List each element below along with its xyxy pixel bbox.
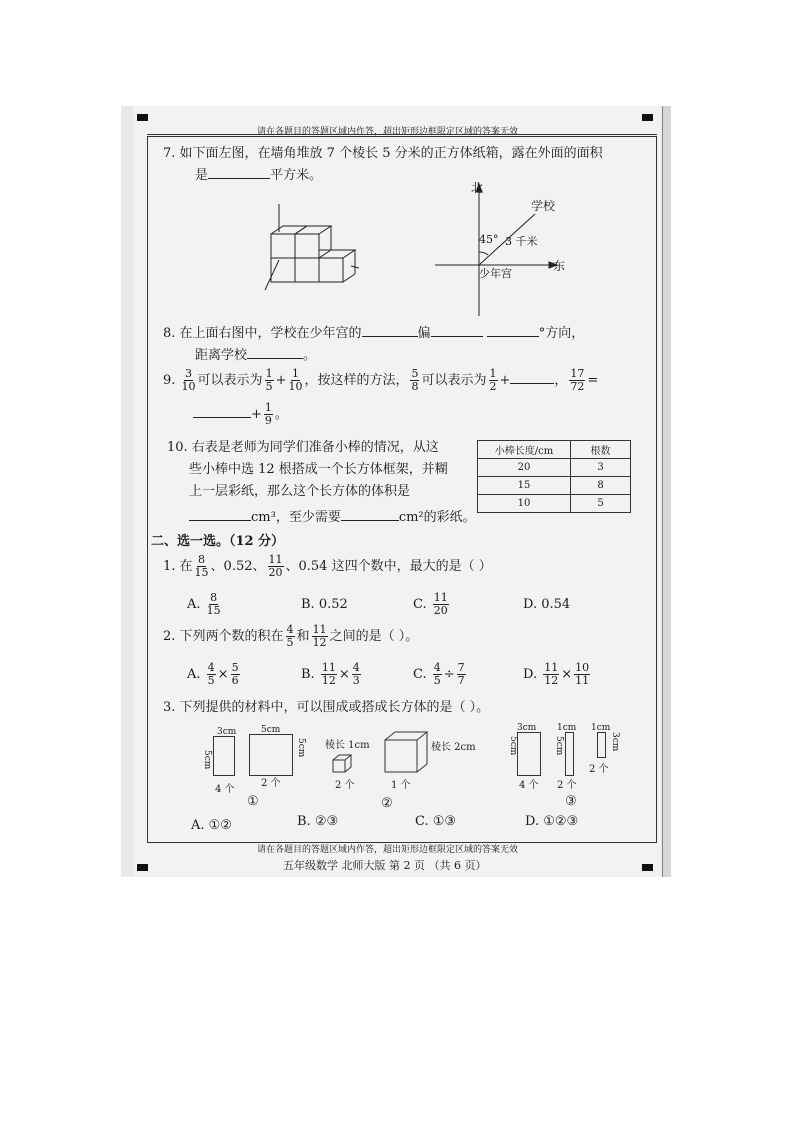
table-row [478, 459, 631, 477]
compass-distance-label: 3 千米 [505, 235, 538, 248]
answer-blank[interactable] [431, 324, 483, 337]
question-7-line2: 是 平方米。 [195, 168, 323, 183]
table-header: 小棒长度/cm [478, 441, 571, 459]
count-label: 2 个 [335, 780, 355, 791]
count-label: 1 个 [391, 780, 411, 791]
fraction: $\frac{1}{9}$ [264, 401, 272, 427]
count-label: 2 个 [557, 780, 577, 791]
fraction: $\frac{8}{15}$ [206, 591, 221, 617]
fraction: $\frac{3}{10}$ [181, 367, 196, 393]
mc2-option-d[interactable]: D. $\frac{11}{12}$ × $\frac{10}{11}$ [523, 661, 590, 687]
mc1-option-a[interactable]: A. $\frac{8}{15}$ [187, 591, 221, 617]
compass-origin-label: 少年宫 [479, 267, 512, 280]
answer-blank[interactable] [247, 346, 303, 359]
table-cell: 10 [478, 495, 571, 513]
mc3-option-b[interactable]: B. ②③ [297, 814, 339, 829]
count-label: 4 个 [215, 784, 235, 795]
question-8-line2: 距离学校 。 [195, 348, 317, 363]
divider [147, 134, 657, 135]
section-2-title: 二、选一选。（12 分） [151, 534, 285, 549]
label-5cm: 5cm [554, 736, 564, 756]
fraction: $\frac{8}{15}$ [194, 553, 209, 579]
question-9-line2: + $\frac{1}{9}$ 。 [193, 400, 288, 430]
label-5cm: 5cm [296, 738, 306, 758]
mc1-stem: 1. 在 $\frac{8}{15}$ 、0.52、 $\frac{11}{20}$ 、0.54 这四个数中，最大的是（ ） [163, 553, 492, 579]
cube-1cm [331, 754, 353, 774]
rectangle-3x5 [213, 736, 235, 776]
label-3cm: 3cm [517, 723, 537, 733]
fraction: $\frac{11}{12}$ [312, 623, 327, 649]
group-label: ③ [565, 794, 577, 809]
mc2-stem: 2. 下列两个数的积在 $\frac{4}{5}$ 和 $\frac{11}{12}$ 之间的是（ ）。 [163, 623, 419, 649]
mc3-option-c[interactable]: C. ①③ [415, 814, 457, 829]
fraction: $\frac{11}{20}$ [433, 591, 448, 617]
fraction: $\frac{17}{72}$ [570, 367, 585, 393]
table-cell: 3 [571, 459, 631, 477]
mc2-option-b[interactable]: B. $\frac{11}{12}$ × $\frac{4}{3}$ [301, 661, 360, 687]
mc1-option-c[interactable]: C. $\frac{11}{20}$ [413, 591, 448, 617]
answer-blank[interactable] [510, 371, 554, 384]
cube-2cm-label: 棱长 2cm [431, 742, 476, 753]
count-label: 2 个 [589, 764, 609, 775]
label-3cm: 3cm [217, 727, 237, 737]
fraction: $\frac{1}{10}$ [288, 367, 303, 393]
answer-blank[interactable] [341, 508, 399, 521]
question-10-line2: 些小棒中选 12 根搭成一个长方体框架，并糊 [189, 462, 448, 477]
answer-blank[interactable] [189, 508, 251, 521]
label-5cm: 5cm [261, 725, 281, 735]
fraction: $\frac{4}{5}$ [286, 623, 294, 649]
answer-blank[interactable] [362, 324, 418, 337]
mc2-option-c[interactable]: C. $\frac{4}{5}$ ÷ $\frac{7}{7}$ [413, 661, 465, 687]
page-footer: 五年级数学 北师大版 第 2 页 （共 6 页） [283, 859, 487, 872]
registration-mark [137, 114, 148, 121]
square-5x5 [249, 734, 293, 776]
answer-blank[interactable] [208, 166, 270, 179]
cube-stack-diagram [251, 202, 361, 302]
table-header-row [478, 441, 631, 459]
next-page-edge [662, 106, 671, 877]
count-label: 4 个 [519, 780, 539, 791]
cube-2cm [383, 730, 431, 774]
table-cell: 15 [478, 477, 571, 495]
rectangle-1x3 [597, 732, 606, 758]
table-row [478, 477, 631, 495]
question-8-line1: 8. 在上面右图中，学校在少年宫的 偏 °方向， [163, 326, 585, 341]
question-10-line1: 10. 右表是老师为同学们准备小棒的情况，从这 [167, 440, 439, 455]
answer-blank[interactable] [487, 324, 539, 337]
group-label: ② [381, 796, 393, 811]
mc1-option-b[interactable]: B. 0.52 [301, 597, 348, 612]
question-9-line1: 9. $\frac{3}{10}$ 可以表示为 $\frac{1}{5}$ + $\frac{1}{10}$ ，按这样的方法， $\frac{5}{8}$ 可以表示为 $\frac{1}{2}$ + ， $\frac{17}{72}$ = [163, 367, 599, 393]
mc3-stem: 3. 下列提供的材料中，可以围成或搭成长方体的是（ ）。 [163, 700, 490, 715]
registration-mark [137, 864, 148, 871]
table-row [478, 495, 631, 513]
registration-mark [642, 864, 653, 871]
fraction: $\frac{1}{2}$ [489, 367, 497, 393]
compass-school-label: 学校 [531, 199, 556, 213]
label-1cm: 1cm [557, 723, 577, 733]
mc3-option-a[interactable]: A. ①② [191, 818, 232, 833]
table-cell: 20 [478, 459, 571, 477]
table-header: 根数 [571, 441, 631, 459]
table-cell: 8 [571, 477, 631, 495]
compass-east-label: 东 [553, 259, 566, 273]
table-cell: 5 [571, 495, 631, 513]
question-10-line3: 上一层彩纸，那么这个长方体的体积是 [189, 484, 411, 499]
registration-mark [642, 114, 653, 121]
question-7-line1: 7. 如下面左图，在墙角堆放 7 个棱长 5 分米的正方体纸箱，露在外面的面积 [163, 146, 603, 161]
label-5cm: 5cm [508, 736, 518, 756]
compass-angle-label: 45° [479, 233, 499, 246]
cube-1cm-label: 棱长 1cm [325, 740, 370, 751]
label-3cm: 3cm [610, 732, 620, 752]
exam-sheet [133, 106, 661, 877]
label-5cm: 5cm [202, 750, 212, 770]
fraction: $\frac{11}{20}$ [268, 553, 283, 579]
answer-blank[interactable] [193, 405, 251, 418]
stick-table [477, 440, 631, 513]
scanned-photo [121, 106, 671, 877]
compass-north-label: 北 [471, 181, 484, 195]
mc1-option-d[interactable]: D. 0.54 [523, 597, 571, 612]
fraction: $\frac{5}{8}$ [411, 367, 419, 393]
label-1cm: 1cm [591, 723, 611, 733]
question-10-line4: cm³，至少需要 cm²的彩纸。 [189, 508, 476, 526]
header-notice: 请在各题目的答题区域内作答，超出矩形边框限定区域的答案无效 [257, 127, 519, 137]
group-label: ① [247, 794, 259, 809]
mc2-option-a[interactable]: A. $\frac{4}{5}$ × $\frac{5}{6}$ [187, 661, 239, 687]
count-label: 2 个 [261, 778, 281, 789]
mc3-option-d[interactable]: D. ①②③ [525, 814, 579, 829]
fraction: $\frac{1}{5}$ [265, 367, 273, 393]
footer-notice: 请在各题目的答题区域内作答，超出矩形边框限定区域的答案无效 [257, 845, 519, 855]
